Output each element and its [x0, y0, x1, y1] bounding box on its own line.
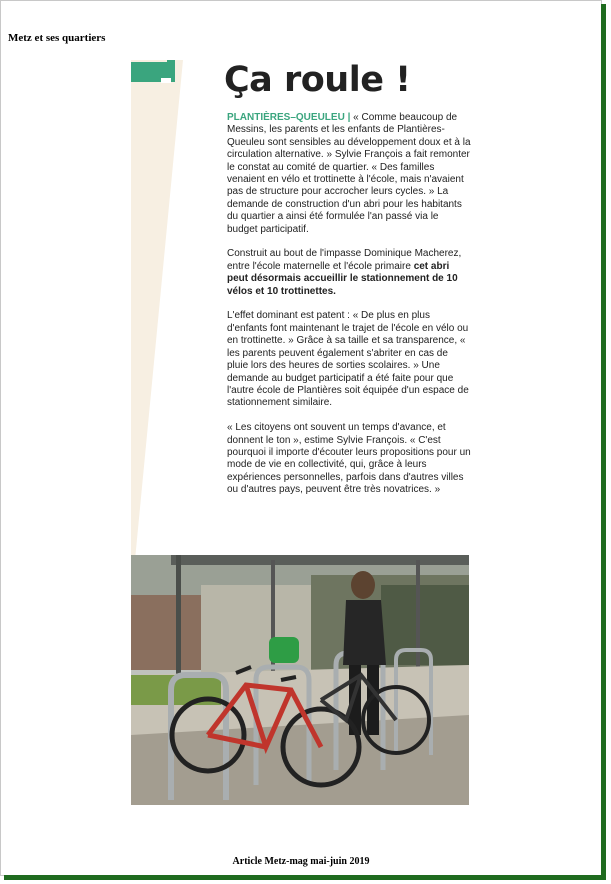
decorative-green-tab: [131, 60, 178, 84]
paragraph-3: L'effet dominant est patent : « De plus en plus d'enfants font maintenant le trajet de l'école en vélo ou en trottinette. » Grâce à sa taille et sa transparence, « les parents peuvent également s'abriter en cas de pluie lors des heures de sorties scolaires. » Une demande au budget participatif a été faite pour que l'autre école de Plantières soit équipée d'un espace de stationnement similaire.: [227, 310, 469, 409]
paragraph-4: « Les citoyens ont souvent un temps d'avance, et donnent le ton », estime Sylvie François. « C'est pourquoi il importe d'écouter leurs propositions pour un mode de vie en collectivité, qui, grâce à leurs expériences personnelles, parfois dans d'autres villes ou d'autres pays, peuvent être très novatrices. »: [227, 422, 471, 496]
decorative-light-beam: [131, 60, 183, 560]
highlight-text: cet abri peut désormais accueillir le stationnement de 10 vélos et 10 trottinettes.: [227, 260, 458, 297]
frame-shadow-bottom: [4, 875, 606, 880]
article-body: [227, 112, 471, 509]
paragraph-1: PLANTIÈRES–QUEULEU | « Comme beaucoup de Messins, les parents et les enfants de Plantières-Queuleu sont sensibles au développement doux et à la circulation alternative. » Sylvie François a fait remonter le constat au comité de quartier. « Des familles venaient en vélo et trottinette à l'école, mais n'avaient pas de structure pour accrocher leurs cycles. » La demande de construction d'un abri pour les habitants du quartier a ainsi été formulée l'an passé via le budget participatif.: [227, 112, 471, 235]
bike-shelter-photo: [131, 555, 469, 805]
article-kicker: PLANTIÈRES–QUEULEU |: [227, 112, 351, 123]
section-header: Metz et ses quartiers: [8, 32, 106, 44]
article-source: Article Metz-mag mai-juin 2019: [232, 856, 370, 867]
frame-shadow-right: [601, 4, 606, 880]
paragraph-2: Construit au bout de l'impasse Dominique Macherez, entre l'école maternelle et l'école primaire cet abri peut désormais accueillir le stationnement de 10 vélos et 10 trottinettes.: [227, 248, 462, 297]
article-headline: Ça roule !: [224, 60, 411, 100]
